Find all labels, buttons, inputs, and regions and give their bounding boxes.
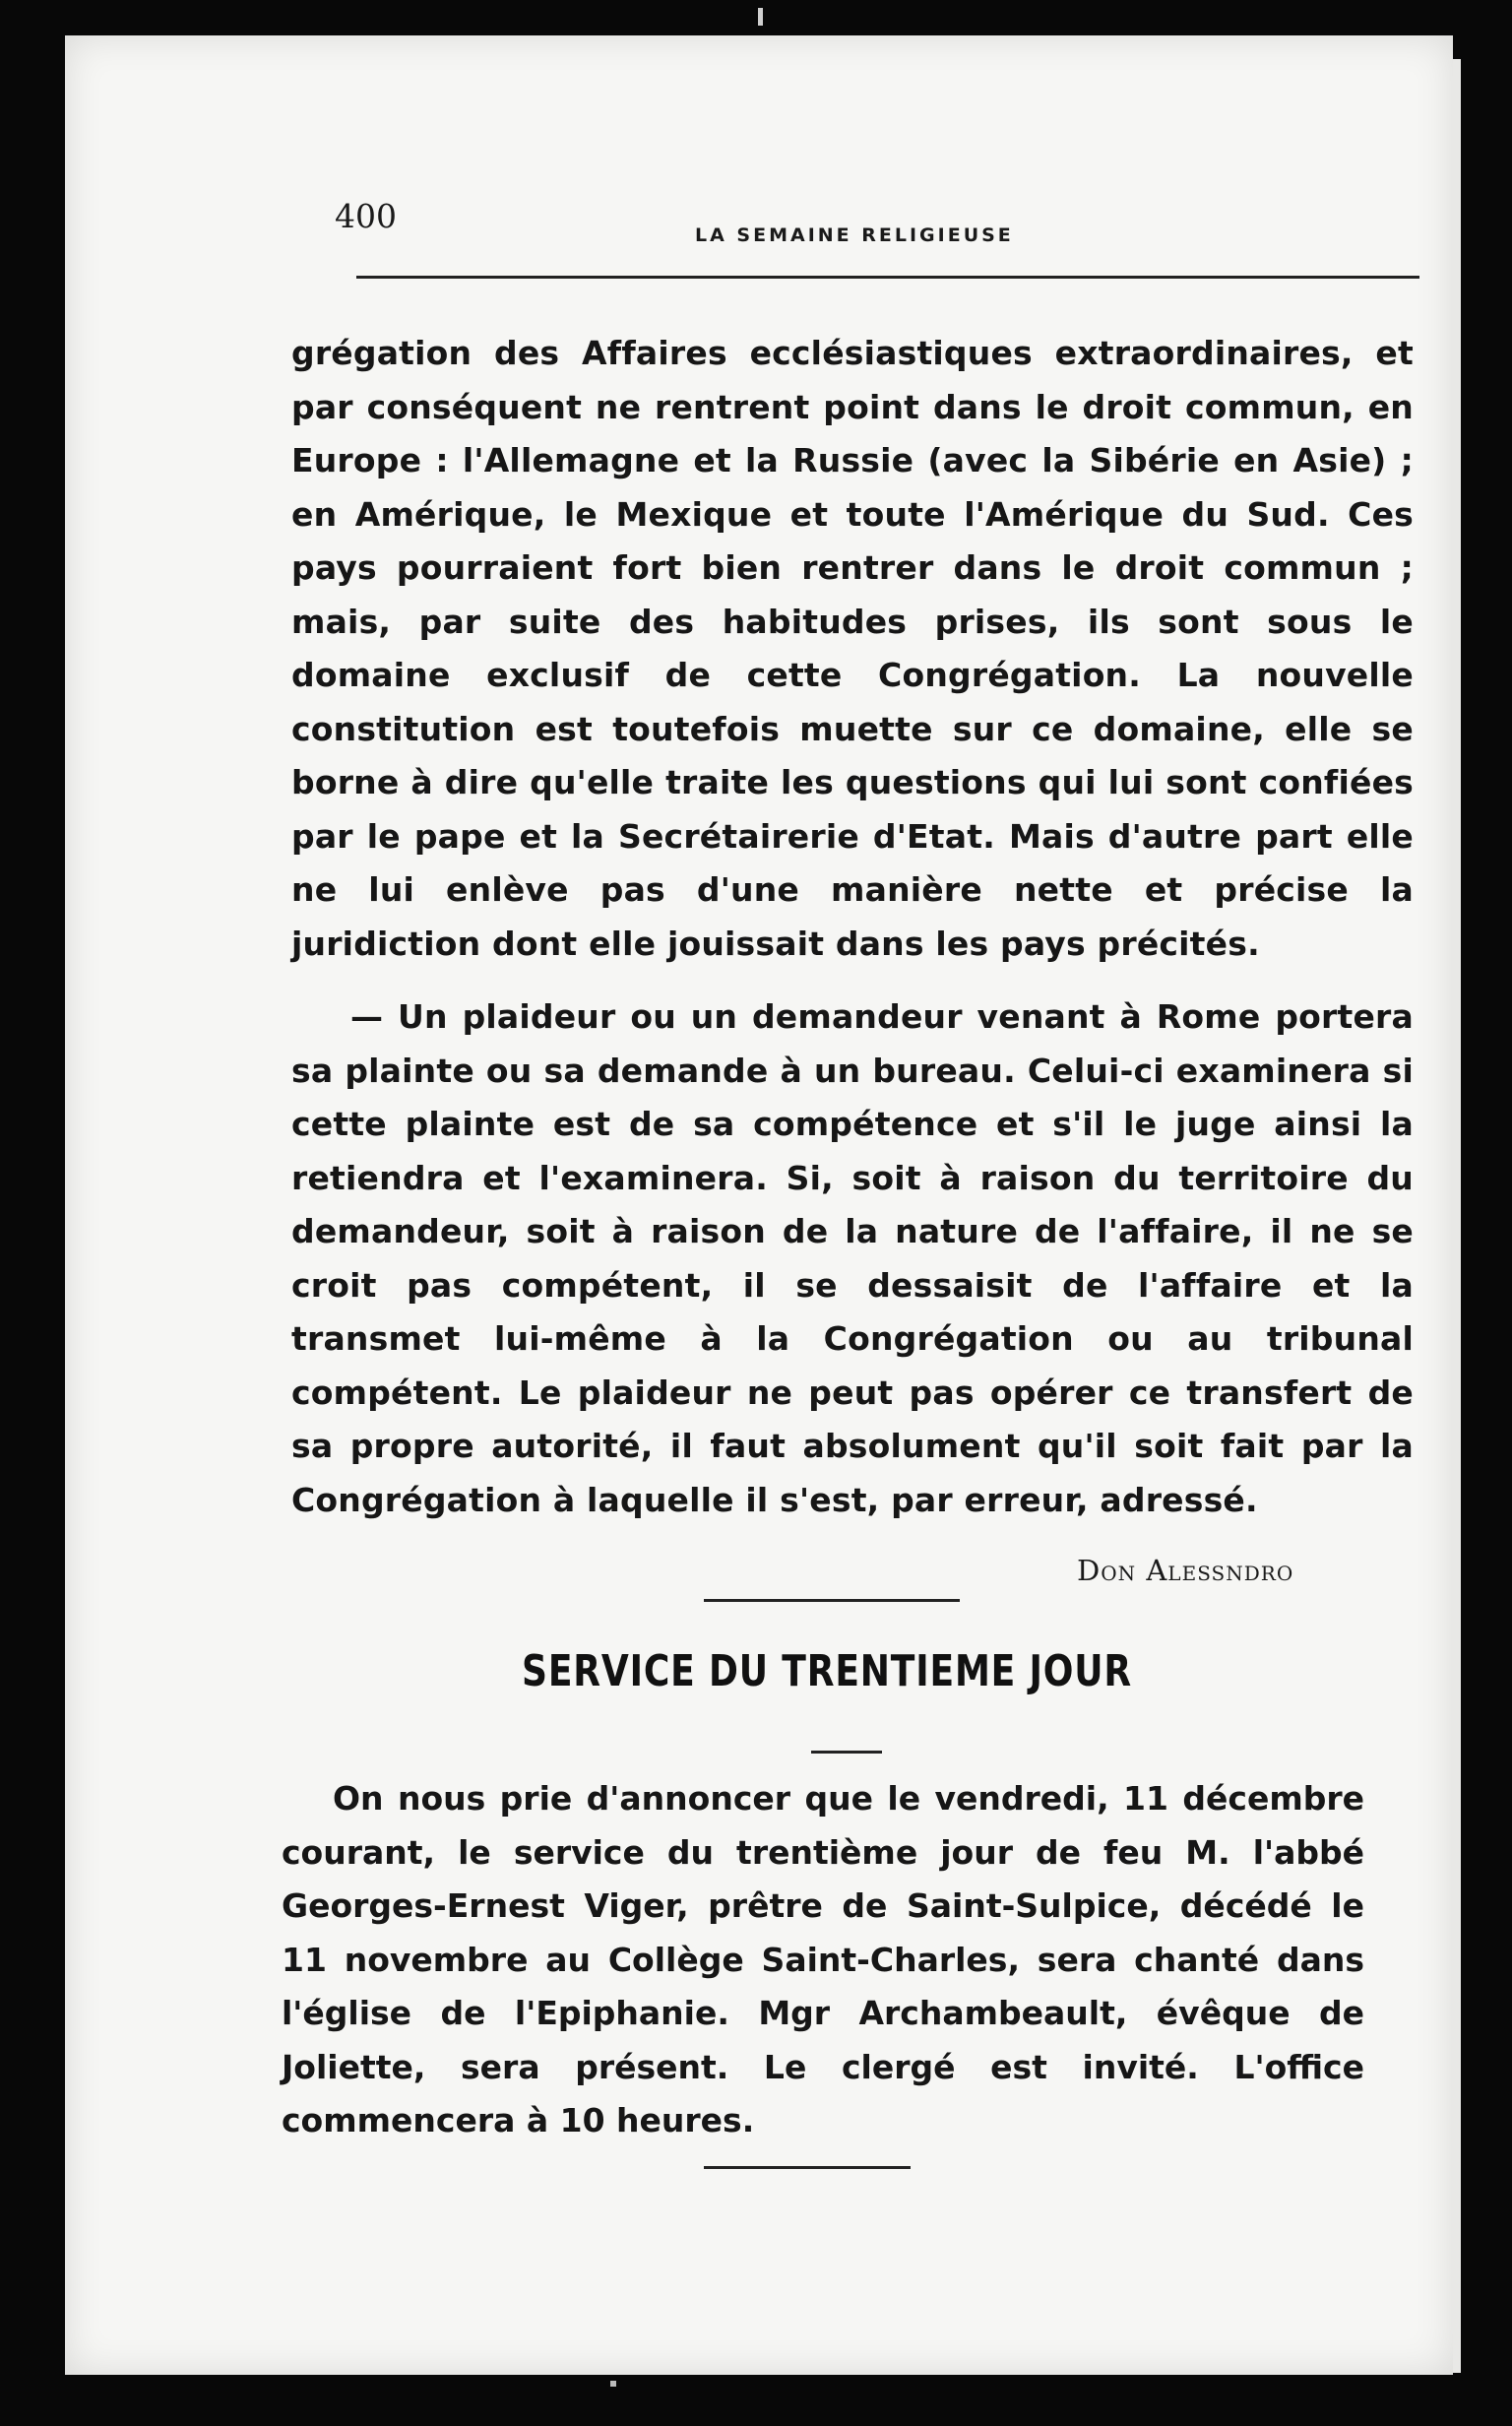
article-body (291, 327, 1414, 1527)
page-header (272, 187, 1414, 246)
article-paragraph: — Un plaideur ou un demandeur venant à Rome portera sa plainte ou sa demande à un bureau. Celui-ci examinera si cette plainte est de sa compétence et s'il le juge ainsi la retiendra et l'examinera. Si, soit à raison du territoire du demandeur, soit à raison de la nature de l'affaire, il ne se croit pas compétent, il se dessaisit de l'affaire et la transmet lui-même à la Congrégation ou au tribunal compétent. Le plaideur ne peut pas opérer ce transfert de sa propre autorité, il faut absolument qu'il soit fait par la Congrégation à laquelle il s'est, par erreur, adressé. (291, 997, 1414, 1519)
scan-artifact (758, 8, 763, 26)
header-rule (356, 276, 1419, 279)
article-signature: Don Alessndro (1077, 1554, 1294, 1587)
page-number: 400 (335, 197, 397, 235)
section-divider (704, 1599, 960, 1602)
article-paragraph: grégation des Affaires ecclésiastiques extraordinaires, et par conséquent ne rentrent point dans le droit commun, en Europe : l'Allemagne et la Russie (avec la Sibérie en Asie) ; en Amérique, le Mexique et toute l'Amérique du Sud. Ces pays pourraient fort bien rentrer dans le droit commun ; mais, par suite des habitudes prises, ils sont sous le domaine exclusif de cette Congrégation. La nouvelle constitution est toutefois muette sur ce domaine, elle se borne à dire qu'elle traite les questions qui lui sont confiées par le pape et la Secrétairerie d'Etat. Mais d'autre part elle ne lui enlève pas d'une manière nette et précise la juridiction dont elle jouissait dans les pays précités. (291, 334, 1414, 963)
end-divider (704, 2166, 911, 2169)
announcement-body (282, 1772, 1364, 2148)
announcement-paragraph: On nous prie d'annoncer que le vendredi, 11 décembre courant, le service du trentième jour de feu M. l'abbé Georges-Ernest Viger, prêtre de Saint-Sulpice, décédé le 11 novembre au Collège Saint-Charles, sera chanté dans l'église de l'Epiphanie. Mgr Archambeault, évêque de Joliette, sera présent. Le clergé est invité. L'office commencera à 10 heures. (282, 1779, 1364, 2139)
scan-artifact (610, 2381, 616, 2387)
title-divider (811, 1751, 882, 1754)
running-head: LA SEMAINE RELIGIEUSE (695, 224, 1014, 246)
section-title: SERVICE DU TRENTIEME JOUR (522, 1646, 1132, 1696)
adjacent-page-edge (1453, 59, 1461, 2373)
